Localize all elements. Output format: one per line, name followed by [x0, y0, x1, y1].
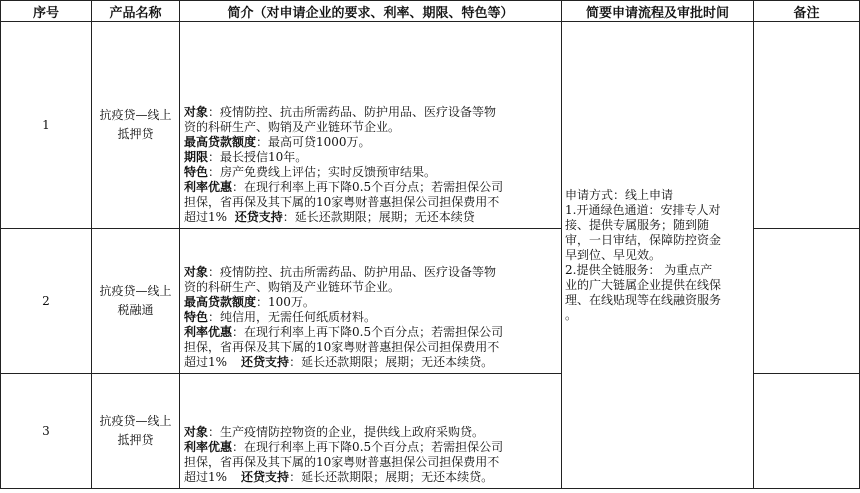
product-name-line1: 抗疫贷—线上: [99, 108, 172, 122]
rate-text: ：在现行利率上再下降0.5个百分点；若需担保公司: [232, 440, 504, 454]
rate-text-end: 超过1%: [184, 470, 228, 484]
repay-label: 还贷支持: [241, 355, 290, 369]
target-text-cont: 资的科研生产、购销及产业链环节企业。: [184, 120, 401, 134]
amount-value: ：最高可贷1000万。: [256, 135, 371, 149]
product-name-line2: 抵押贷: [117, 433, 154, 447]
repay-label: 还贷支持: [241, 470, 290, 484]
header-remark: 备注: [754, 1, 860, 22]
rate-text-cont: 担保，省再保及其下属的10家粤财普惠担保公司担保费用不: [184, 195, 500, 209]
target-text: ：生产疫情防控物资的企业，提供线上政府采购贷。: [208, 425, 485, 439]
amount-label: 最高贷款额度: [184, 295, 257, 309]
target-text: ：疫情防控、抗击所需药品、防护用品、医疗设备等物: [208, 105, 497, 119]
product-name: [92, 374, 180, 489]
term-value: ：最长授信10年。: [208, 150, 308, 164]
target-label: 对象: [184, 265, 209, 279]
rate-text-end: 超过1%: [184, 355, 228, 369]
repay-label: 还贷支持: [234, 210, 283, 224]
process-line: 理、在线贴现等在线融资服务: [565, 292, 722, 307]
target-text-cont: 资的科研生产、购销及产业链环节企业。: [184, 280, 401, 294]
process-line: 。: [565, 307, 578, 322]
feature-label: 特色: [184, 310, 209, 324]
term-label: 期限: [184, 150, 209, 164]
feature-label: 特色: [184, 165, 209, 179]
process-line: 早到位、早见效。: [565, 247, 662, 262]
rate-text-cont: 担保，省再保及其下属的10家粤财普惠担保公司担保费用不: [184, 455, 500, 469]
target-text: ：疫情防控、抗击所需药品、防护用品、医疗设备等物: [208, 265, 497, 279]
process-content: [565, 188, 750, 323]
rate-text: ：在现行利率上再下降0.5个百分点；若需担保公司: [232, 325, 504, 339]
rate-text: ：在现行利率上再下降0.5个百分点；若需担保公司: [232, 180, 504, 194]
repay-value: ：延长还款期限；展期；无还本续贷。: [289, 355, 494, 369]
product-name-line2: 税融通: [117, 303, 154, 317]
process-line: 2.提供全链服务： 为重点产: [565, 262, 713, 277]
table-row: [1, 22, 860, 229]
amount-label: 最高贷款额度: [184, 135, 257, 149]
rate-label: 利率优惠: [184, 440, 233, 454]
product-name: [92, 229, 180, 374]
repay-value: ：延长还款期限；展期；无还本续贷。: [289, 470, 494, 484]
remark-cell: [754, 22, 860, 229]
header-desc: 简介（对申请企业的要求、利率、期限、特色等）: [180, 1, 562, 22]
feature-value: ：房产免费线上评估；实时反馈预审结果。: [208, 165, 437, 179]
product-name-line1: 抗疫贷—线上: [99, 414, 172, 428]
remark-cell: [754, 374, 860, 489]
header-row: [1, 1, 860, 22]
repay-value: ：延长还款期限；展期；无还本续贷: [282, 210, 475, 224]
header-no: 序号: [1, 1, 92, 22]
process-line: 申请方式：线上申请: [565, 187, 674, 202]
product-name-line1: 抗疫贷—线上: [99, 284, 172, 298]
product-name: [92, 22, 180, 229]
rate-label: 利率优惠: [184, 180, 233, 194]
process-cell: [562, 22, 754, 489]
process-line: 审，一日审结，保障防控资金: [565, 232, 722, 247]
process-line: 1.开通绿色通道：安排专人对: [565, 202, 721, 217]
row-number: 2: [1, 229, 92, 374]
product-description: [180, 374, 562, 489]
row-number: 1: [1, 22, 92, 229]
rate-label: 利率优惠: [184, 325, 233, 339]
amount-value: ：100万。: [256, 295, 315, 309]
target-label: 对象: [184, 425, 209, 439]
rate-text-end: 超过1%: [184, 210, 228, 224]
product-name-line2: 抵押贷: [117, 127, 154, 141]
row-number: 3: [1, 374, 92, 489]
target-label: 对象: [184, 105, 209, 119]
rate-text-cont: 担保，省再保及其下属的10家粤财普惠担保公司担保费用不: [184, 340, 500, 354]
header-process: 简要申请流程及审批时间: [562, 1, 754, 22]
process-line: 业的广大链属企业提供在线保: [565, 277, 722, 292]
product-description: [180, 229, 562, 374]
header-name: 产品名称: [92, 1, 180, 22]
product-description: [180, 22, 562, 229]
process-line: 接、提供专属服务；随到随: [565, 217, 710, 232]
feature-value: ：纯信用，无需任何纸质材料。: [208, 310, 377, 324]
remark-cell: [754, 229, 860, 374]
